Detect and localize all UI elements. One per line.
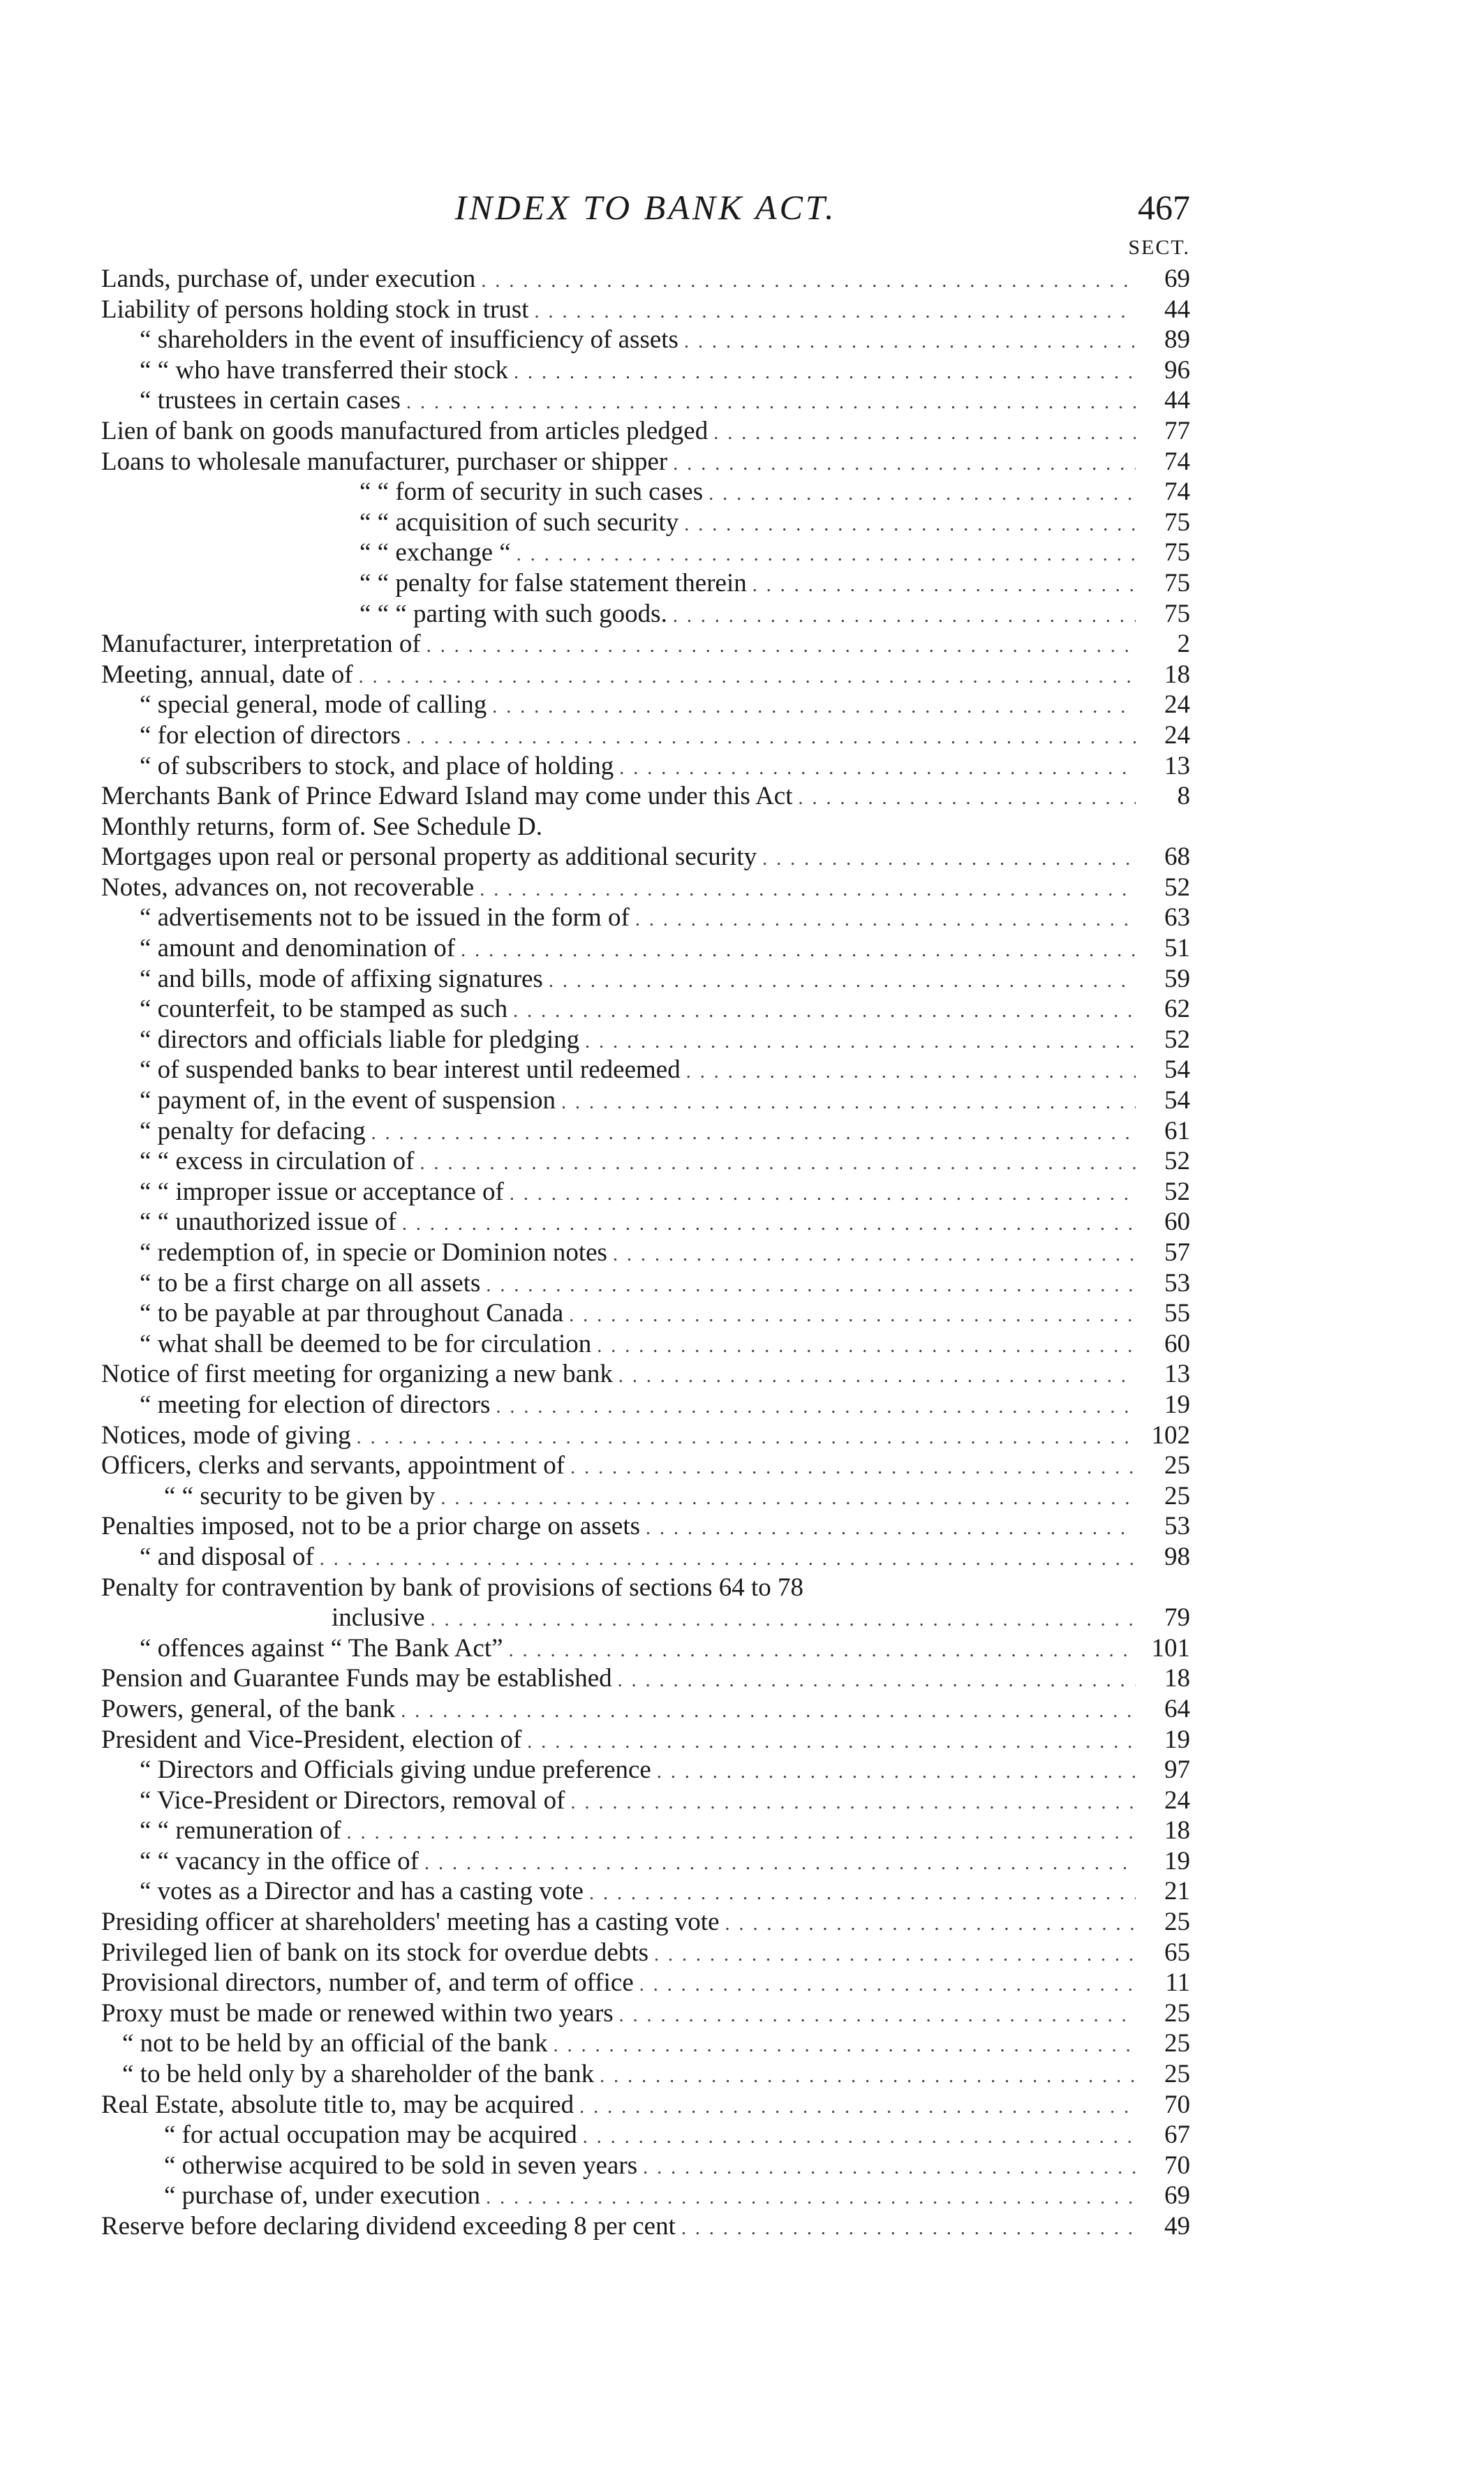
section-number: 53	[1164, 1512, 1190, 1541]
index-entry-text: Lien of bank on goods manufactured from articles pledged	[101, 416, 708, 445]
index-entry	[101, 1755, 1190, 1785]
dot-leader	[359, 666, 1136, 688]
section-number: 18	[1164, 1664, 1190, 1693]
section-number: 57	[1164, 1238, 1190, 1267]
index-entry	[101, 933, 1190, 964]
index-entry-text: “ of suspended banks to bear interest until redeemed	[140, 1055, 681, 1085]
index-entry	[101, 2211, 1190, 2242]
index-entry	[101, 842, 1190, 872]
dot-leader	[583, 2126, 1136, 2148]
index-entry	[101, 295, 1190, 325]
index-entry	[101, 751, 1190, 782]
dot-leader	[570, 1792, 1136, 1814]
index-entry-text: “ for actual occupation may be acquired	[164, 2120, 577, 2150]
index-entry	[101, 1481, 1190, 1512]
section-number: 69	[1164, 2181, 1190, 2211]
dot-leader	[619, 757, 1136, 780]
index-entry	[101, 1725, 1190, 1755]
index-entry	[101, 2090, 1190, 2120]
index-entry-text: Pension and Guarantee Funds may be established	[101, 1664, 612, 1693]
index-entry-text: Meeting, annual, date of	[101, 660, 353, 689]
index-entry	[101, 1511, 1190, 1542]
dot-leader	[486, 2187, 1136, 2209]
section-number: 51	[1164, 934, 1190, 963]
index-entry-text: “ purchase of, under execution	[164, 2181, 481, 2211]
index-entry	[101, 1238, 1190, 1268]
index-entry-text: “ for election of directors	[140, 720, 401, 750]
index-entry	[101, 2059, 1190, 2090]
index-entry-text: “ “ remuneration of	[140, 1816, 341, 1845]
index-entry	[101, 1359, 1190, 1390]
dot-leader	[527, 1731, 1136, 1753]
dot-leader	[496, 1396, 1136, 1418]
index-entry	[101, 660, 1190, 690]
index-entry	[101, 1390, 1190, 1420]
index-entry	[101, 1876, 1190, 1907]
section-number: 25	[1164, 1481, 1190, 1510]
section-number: 19	[1164, 1846, 1190, 1876]
index-entry-text: “ “ improper issue or acceptance of	[140, 1177, 504, 1206]
section-number: 52	[1164, 1025, 1190, 1054]
index-entry-text: Notices, mode of giving	[101, 1420, 351, 1450]
section-number: 101	[1151, 1633, 1190, 1663]
index-entry-text: “ “ exchange “	[359, 538, 511, 567]
dot-leader	[613, 1244, 1136, 1266]
index-entry-text: “ “ excess in circulation of	[140, 1147, 415, 1176]
index-entry-text: Monthly returns, form of. See Schedule D.	[101, 812, 542, 841]
dot-leader	[681, 2218, 1136, 2240]
section-number: 89	[1164, 325, 1190, 355]
section-number: 60	[1164, 1329, 1190, 1358]
section-number: 24	[1164, 720, 1190, 750]
index-entry	[101, 1450, 1190, 1481]
index-entry-text: Notice of first meeting for organizing a new bank	[101, 1360, 613, 1389]
index-entry-text: “ “ form of security in such cases	[359, 477, 704, 507]
index-entry	[101, 1938, 1190, 1968]
index-entry	[101, 994, 1190, 1025]
index-entry-text: Real Estate, absolute title to, may be acquired	[101, 2090, 574, 2119]
dot-leader	[420, 1152, 1136, 1175]
section-number: 25	[1164, 1908, 1190, 1937]
dot-leader	[725, 1913, 1136, 1936]
dot-leader	[673, 453, 1136, 475]
index-entry-text: “ “ security to be given by	[164, 1481, 436, 1510]
index-entry	[101, 1573, 1190, 1603]
index-entry	[101, 781, 1190, 812]
dot-leader	[708, 483, 1136, 505]
section-number: 74	[1164, 477, 1190, 507]
dot-leader	[486, 1275, 1136, 1297]
section-number: 69	[1164, 265, 1190, 293]
index-entry	[101, 720, 1190, 751]
index-entry-text: Provisional directors, number of, and term of office	[101, 1968, 634, 1998]
section-number: 24	[1164, 1785, 1190, 1815]
index-entry-text: Powers, general, of the bank	[101, 1694, 396, 1723]
dot-leader	[517, 544, 1136, 566]
section-number: 75	[1164, 568, 1190, 597]
dot-leader	[535, 301, 1136, 323]
index-entry-text: “ offences against “ The Bank Act”	[140, 1633, 503, 1663]
dot-leader	[646, 1517, 1136, 1540]
dot-leader	[402, 1213, 1136, 1235]
dot-leader	[549, 970, 1136, 993]
index-entry	[101, 903, 1190, 933]
section-number: 13	[1164, 751, 1190, 780]
dot-leader	[713, 422, 1136, 445]
dot-leader	[561, 1092, 1136, 1114]
section-number: 8	[1177, 782, 1190, 811]
index-entry	[101, 2120, 1190, 2151]
dot-leader	[762, 848, 1136, 870]
dot-leader	[619, 2005, 1136, 2027]
section-number: 61	[1164, 1116, 1190, 1145]
index-entry	[101, 1177, 1190, 1208]
index-entry-text: “ special general, mode of calling	[140, 690, 487, 720]
index-entry	[101, 1085, 1190, 1116]
section-number: 102	[1151, 1420, 1190, 1450]
section-number: 75	[1164, 599, 1190, 628]
section-number: 79	[1164, 1603, 1190, 1633]
dot-leader	[371, 1122, 1136, 1145]
dot-leader	[600, 2065, 1136, 2088]
index-entry-text: Officers, clerks and servants, appointment of	[101, 1451, 565, 1480]
dot-leader	[570, 1457, 1136, 1479]
dot-leader	[480, 879, 1136, 901]
section-number: 13	[1164, 1360, 1190, 1389]
sect-column-label: SECT.	[1128, 236, 1190, 259]
section-number: 25	[1164, 2060, 1190, 2089]
index-entry-text: “ to be held only by a shareholder of the bank	[122, 2060, 595, 2089]
section-number: 77	[1164, 416, 1190, 445]
index-entry-text: “ and disposal of	[140, 1542, 314, 1571]
index-entry-text: “ of subscribers to stock, and place of holding	[140, 751, 614, 780]
index-entry-text: Notes, advances on, not recoverable	[101, 872, 475, 902]
index-entry	[101, 264, 1190, 295]
index-entry-text: Penalties imposed, not to be a prior charge on assets	[101, 1512, 641, 1541]
index-entry	[101, 1785, 1190, 1816]
index-entry	[101, 507, 1190, 538]
section-number: 70	[1164, 2151, 1190, 2180]
dot-leader	[684, 331, 1136, 353]
index-entry-text: “ and bills, mode of affixing signatures	[140, 964, 543, 993]
index-entry-text: “ votes as a Director and has a casting vote	[140, 1877, 584, 1906]
dot-leader	[654, 1944, 1136, 1966]
section-number: 53	[1164, 1268, 1190, 1298]
dot-leader	[481, 270, 1136, 292]
page-header	[101, 187, 1190, 236]
index-entry-text: “ Vice-President or Directors, removal of	[140, 1785, 565, 1815]
index-entry	[101, 2028, 1190, 2059]
section-number: 21	[1164, 1877, 1190, 1906]
index-entry-text: “ otherwise acquired to be sold in seven years	[164, 2151, 638, 2180]
index-entry	[101, 385, 1190, 416]
dot-leader	[579, 2096, 1136, 2118]
section-number: 54	[1164, 1086, 1190, 1115]
index-entry-text: “ Directors and Officials giving undue preference	[140, 1755, 651, 1785]
index-entry	[101, 629, 1190, 660]
section-number: 19	[1164, 1390, 1190, 1419]
index-entries	[101, 264, 1190, 2242]
index-entry	[101, 477, 1190, 507]
index-entry	[101, 1694, 1190, 1725]
section-number: 25	[1164, 2029, 1190, 2058]
index-entry-text: Proxy must be made or renewed within two years	[101, 1998, 614, 2028]
section-number: 52	[1164, 1147, 1190, 1176]
section-number: 59	[1164, 964, 1190, 993]
section-number: 24	[1164, 690, 1190, 720]
index-entry	[101, 2151, 1190, 2181]
index-entry-text: Mortgages upon real or personal property as additional security	[101, 842, 757, 872]
dot-leader	[401, 1700, 1136, 1723]
section-number: 64	[1164, 1694, 1190, 1723]
index-entry	[101, 1815, 1190, 1846]
dot-leader	[514, 362, 1136, 384]
section-number: 44	[1164, 386, 1190, 415]
dot-leader	[569, 1305, 1136, 1327]
index-entry-text: Privileged lien of bank on its stock for overdue debts	[101, 1938, 649, 1967]
index-entry-text: Merchants Bank of Prince Edward Island may come under this Act	[101, 782, 793, 811]
section-number: 97	[1164, 1755, 1190, 1785]
section-number: 25	[1164, 1451, 1190, 1480]
section-number: 75	[1164, 538, 1190, 567]
index-entry	[101, 964, 1190, 995]
section-number: 60	[1164, 1208, 1190, 1237]
section-number: 98	[1164, 1542, 1190, 1571]
index-entry	[101, 1207, 1190, 1238]
dot-leader	[554, 2035, 1136, 2057]
section-number: 18	[1164, 660, 1190, 689]
index-entry-text: “ “ penalty for false statement therein	[359, 568, 747, 597]
index-entry-text: “ amount and denomination of	[140, 934, 456, 963]
index-entry-text: Loans to wholesale manufacturer, purchaser or shipper	[101, 447, 668, 476]
index-entry	[101, 1968, 1190, 1998]
index-entry	[101, 1268, 1190, 1299]
index-entry	[101, 325, 1190, 355]
dot-leader	[510, 1183, 1136, 1205]
index-entry-text: “ to be payable at par throughout Canada	[140, 1299, 564, 1328]
index-entry-text: “ penalty for defacing	[140, 1116, 366, 1145]
index-entry	[101, 355, 1190, 386]
index-entry	[101, 872, 1190, 903]
section-number: 65	[1164, 1938, 1190, 1967]
section-number: 52	[1164, 872, 1190, 902]
index-entry-text: Liability of persons holding stock in trust	[101, 295, 529, 324]
index-entry	[101, 690, 1190, 720]
section-number: 54	[1164, 1055, 1190, 1085]
dot-leader	[357, 1427, 1136, 1449]
section-number: 96	[1164, 355, 1190, 385]
index-entry-text: “ not to be held by an official of the bank	[122, 2029, 548, 2058]
dot-leader	[673, 605, 1136, 627]
section-number: 70	[1164, 2090, 1190, 2119]
index-entry-text: “ payment of, in the event of suspension	[140, 1086, 556, 1115]
dot-leader	[461, 939, 1136, 962]
section-number: 11	[1165, 1968, 1190, 1998]
index-entry-text: “ “ unauthorized issue of	[140, 1208, 396, 1237]
section-number: 19	[1164, 1725, 1190, 1754]
index-entry	[101, 1025, 1190, 1055]
index-entry-text: “ shareholders in the event of insufficiency of assets	[140, 325, 678, 355]
page-number: 467	[1138, 188, 1190, 227]
dot-leader	[492, 696, 1136, 718]
dot-leader	[752, 574, 1136, 597]
index-entry	[101, 1420, 1190, 1451]
index-entry-text: inclusive	[332, 1603, 425, 1633]
index-entry-text: “ “ who have transferred their stock	[140, 355, 509, 385]
index-entry	[101, 1329, 1190, 1360]
index-entry-text: Manufacturer, interpretation of	[101, 630, 421, 659]
index-entry	[101, 1633, 1190, 1664]
index-entry-text: “ “ “ parting with such goods.	[359, 599, 667, 628]
dot-leader	[639, 1974, 1136, 1996]
section-number: 18	[1164, 1816, 1190, 1845]
running-title: INDEX TO BANK ACT.	[454, 188, 837, 227]
section-number: 74	[1164, 447, 1190, 476]
dot-leader	[320, 1548, 1136, 1570]
index-entry-text: “ redemption of, in specie or Dominion notes	[140, 1238, 607, 1267]
section-number: 44	[1164, 295, 1190, 324]
dot-leader	[406, 392, 1136, 414]
index-entry	[101, 568, 1190, 599]
dot-leader	[589, 1882, 1136, 1905]
dot-leader	[799, 787, 1136, 810]
index-entry	[101, 1146, 1190, 1177]
section-number: 55	[1164, 1299, 1190, 1328]
section-number: 67	[1164, 2120, 1190, 2150]
dot-leader	[509, 1640, 1136, 1662]
index-entry	[101, 812, 1190, 842]
section-number: 2	[1177, 630, 1190, 659]
section-number: 68	[1164, 842, 1190, 872]
index-entry	[101, 1663, 1190, 1694]
index-entry	[101, 599, 1190, 630]
dot-leader	[424, 1852, 1136, 1875]
index-entry-text: “ trustees in certain cases	[140, 386, 401, 415]
section-number: 25	[1164, 1998, 1190, 2028]
dot-leader	[635, 909, 1136, 931]
dot-leader	[431, 1609, 1136, 1631]
section-number: 52	[1164, 1177, 1190, 1206]
index-entry-text: Reserve before declaring dividend exceeding 8 per cent	[101, 2212, 676, 2241]
dot-leader	[657, 1761, 1136, 1783]
dot-leader	[684, 514, 1136, 536]
dot-leader	[406, 727, 1136, 749]
index-entry	[101, 447, 1190, 477]
index-entry	[101, 2181, 1190, 2211]
index-entry	[101, 1603, 1190, 1633]
index-entry-text: Penalty for contravention by bank of provisions of sections 64 to 78	[101, 1573, 804, 1602]
index-entry-text: “ directors and officials liable for pledging	[140, 1025, 580, 1054]
section-number: 63	[1164, 903, 1190, 933]
dot-leader	[643, 2157, 1136, 2179]
dot-leader	[686, 1061, 1136, 1083]
index-entry-text: “ meeting for election of directors	[140, 1390, 491, 1419]
index-entry	[101, 1298, 1190, 1329]
index-entry	[101, 1542, 1190, 1573]
index-entry	[101, 1846, 1190, 1877]
dot-leader	[597, 1335, 1136, 1358]
index-entry-text: Presiding officer at shareholders' meeting has a casting vote	[101, 1908, 720, 1937]
dot-leader	[618, 1670, 1136, 1692]
index-entry	[101, 1116, 1190, 1147]
index-entry-text: “ what shall be deemed to be for circulation	[140, 1329, 592, 1358]
index-entry	[101, 1998, 1190, 2029]
index-entry	[101, 1055, 1190, 1085]
index-entry-text: Lands, purchase of, under execution	[101, 265, 476, 293]
index-entry-text: “ advertisements not to be issued in the form of	[140, 903, 630, 933]
index-entry	[101, 1907, 1190, 1938]
section-number: 49	[1164, 2212, 1190, 2241]
index-entry-text: “ “ acquisition of such security	[359, 507, 679, 537]
dot-leader	[347, 1822, 1136, 1844]
index-entry-text: “ counterfeit, to be stamped as such	[140, 995, 508, 1024]
section-number: 75	[1164, 507, 1190, 537]
index-entry	[101, 537, 1190, 568]
dot-leader	[426, 635, 1136, 658]
index-entry-text: “ “ vacancy in the office of	[140, 1846, 419, 1876]
index-entry-text: “ to be a first charge on all assets	[140, 1268, 481, 1298]
dot-leader	[513, 1000, 1136, 1023]
index-entry-text: President and Vice-President, election of	[101, 1725, 522, 1754]
section-number: 62	[1164, 995, 1190, 1024]
dot-leader	[618, 1365, 1136, 1388]
dot-leader	[585, 1031, 1136, 1053]
index-entry	[101, 416, 1190, 447]
dot-leader	[440, 1487, 1136, 1510]
